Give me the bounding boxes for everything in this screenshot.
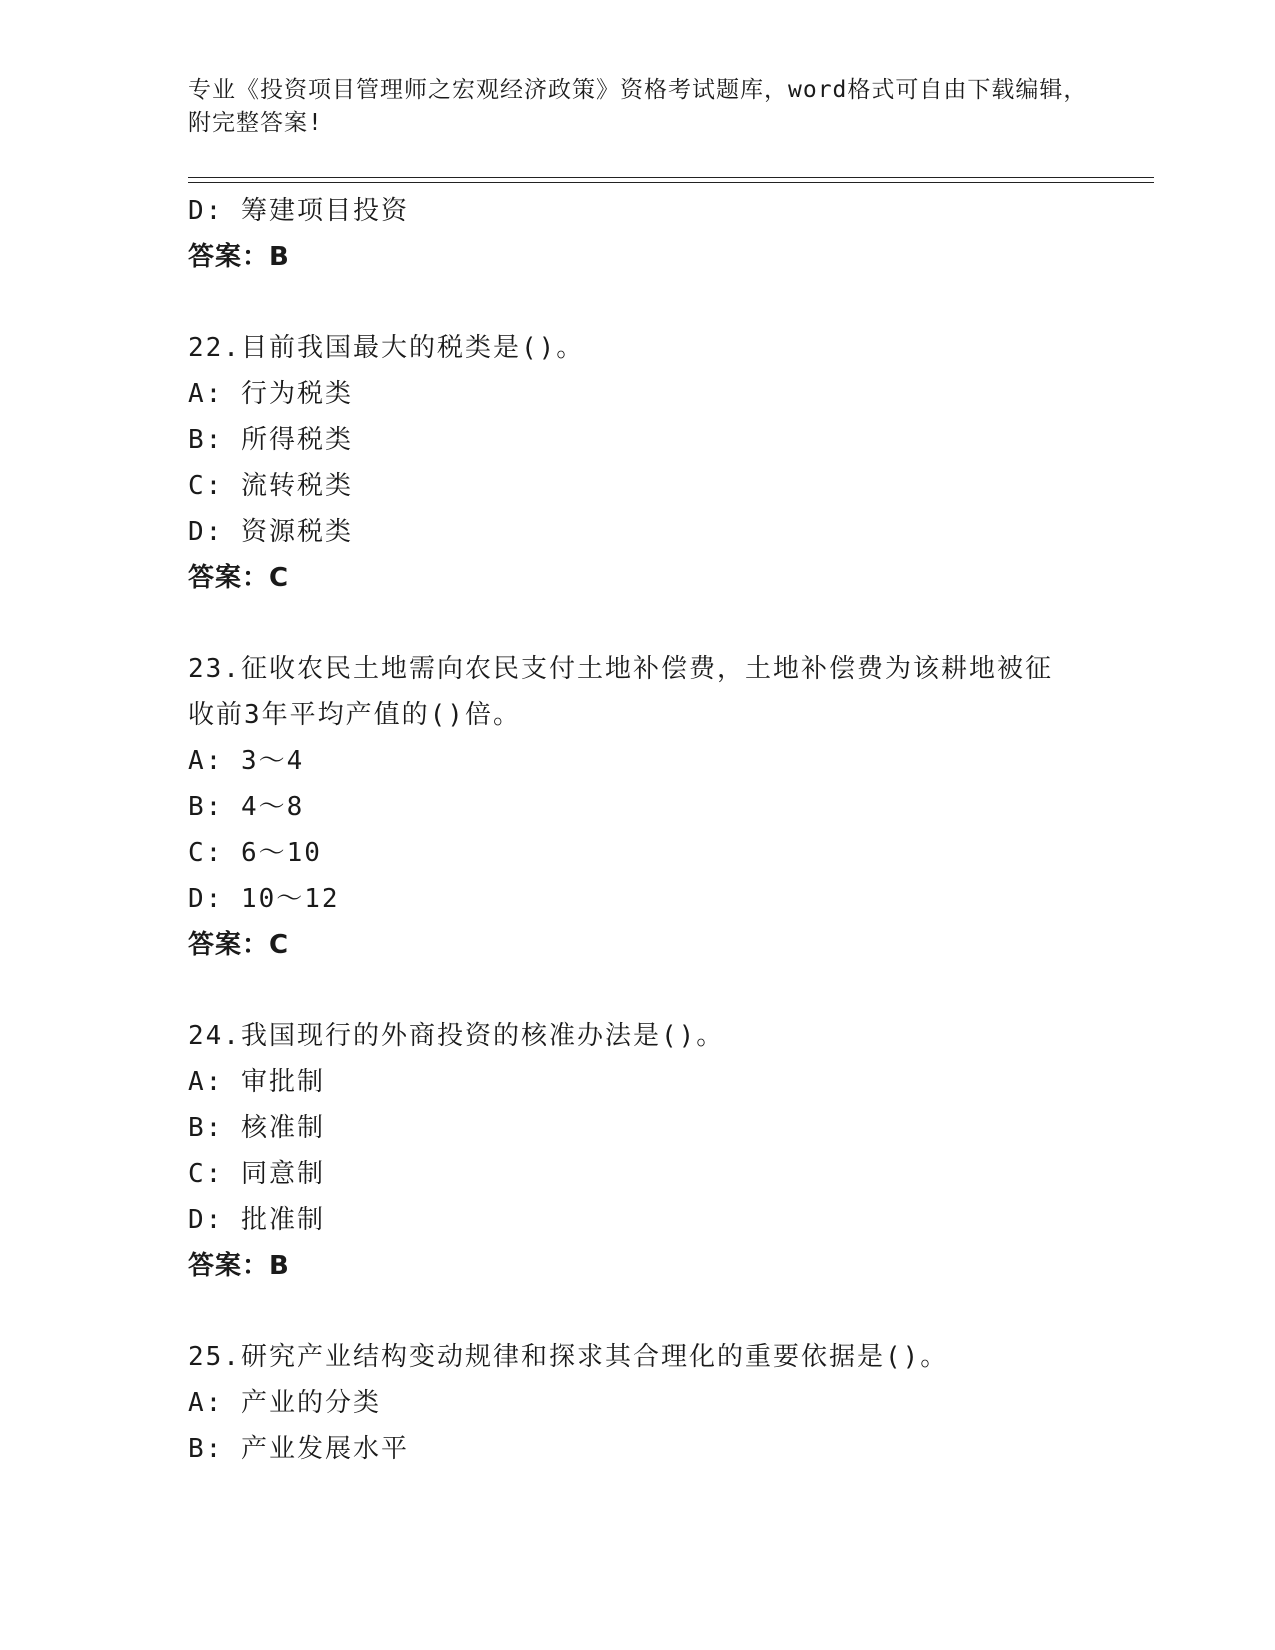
option-c: C: 同意制 bbox=[188, 1159, 325, 1189]
option-b: B: 产业发展水平 bbox=[188, 1434, 409, 1464]
question-text: 24.我国现行的外商投资的核准办法是()。 bbox=[188, 1021, 725, 1051]
question-gap bbox=[188, 968, 1088, 1013]
option-a: A: 行为税类 bbox=[188, 379, 353, 409]
question-text-line-2: 收前3年平均产值的()倍。 bbox=[188, 700, 521, 730]
question-text: 25.研究产业结构变动规律和探求其合理化的重要依据是()。 bbox=[188, 1342, 949, 1372]
answer-line: 答案：C bbox=[188, 930, 290, 960]
option-a: A: 审批制 bbox=[188, 1067, 325, 1097]
header-divider-bottom bbox=[188, 182, 1154, 183]
question-24 bbox=[188, 1013, 1088, 1289]
question-gap bbox=[188, 1289, 1088, 1334]
question-list bbox=[188, 188, 1088, 1472]
option-d: D: 资源税类 bbox=[188, 517, 353, 547]
option-c: C: 流转税类 bbox=[188, 471, 353, 501]
option-a: A: 产业的分类 bbox=[188, 1388, 381, 1418]
question-gap bbox=[188, 601, 1088, 646]
option-a: A: 3～4 bbox=[188, 746, 305, 776]
option-b: B: 核准制 bbox=[188, 1113, 325, 1143]
question-gap bbox=[188, 280, 1088, 325]
question-text-line-1: 23.征收农民土地需向农民支付土地补偿费，土地补偿费为该耕地被征 bbox=[188, 654, 1053, 684]
answer-line: 答案：B bbox=[188, 242, 290, 272]
option-d: D: 筹建项目投资 bbox=[188, 196, 409, 226]
option-d: D: 批准制 bbox=[188, 1205, 325, 1235]
question-22 bbox=[188, 325, 1088, 601]
option-b: B: 4～8 bbox=[188, 792, 305, 822]
question-23 bbox=[188, 646, 1088, 968]
question-text: 22.目前我国最大的税类是()。 bbox=[188, 333, 585, 363]
header-divider-top bbox=[188, 177, 1154, 178]
option-d: D: 10～12 bbox=[188, 884, 340, 914]
header-intro-text: 专业《投资项目管理师之宏观经济政策》资格考试题库，word格式可自由下载编辑，附完整答案! bbox=[188, 77, 1088, 136]
document-header bbox=[188, 74, 1088, 140]
answer-line: 答案：C bbox=[188, 563, 290, 593]
option-b: B: 所得税类 bbox=[188, 425, 353, 455]
question-25 bbox=[188, 1334, 1088, 1472]
answer-line: 答案：B bbox=[188, 1251, 290, 1281]
option-c: C: 6～10 bbox=[188, 838, 322, 868]
